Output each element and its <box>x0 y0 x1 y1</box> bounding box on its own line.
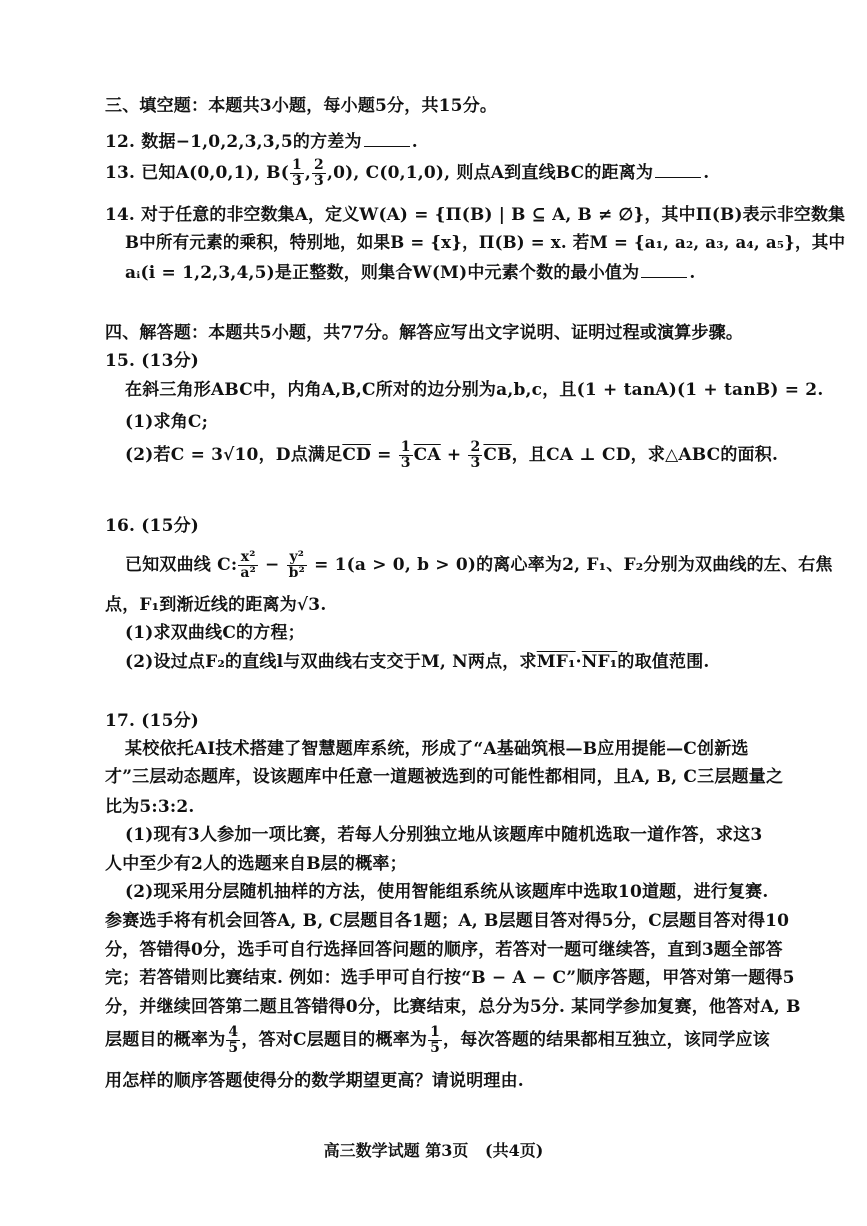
answer-blank <box>641 262 687 278</box>
q17-line-5: 人中至少有2人的选题来自B层的概率； <box>105 854 407 874</box>
q16-label: 16. (15分) <box>105 516 200 536</box>
q13-text-b: ,0), C(0,1,0), 则点A到直线BC的距离为 <box>326 163 654 183</box>
comma: , <box>304 163 312 183</box>
q14-line-2: B中所有元素的乘积，特别地，如果B = {x}，Π(B) = x. 若M = {a₁, a₂, a₃, a₄, a₅}，其中 <box>125 233 846 253</box>
fraction-one-third <box>290 158 304 189</box>
q16-text-end: = 1(a > 0, b > 0)的离心率为2, F₁、F₂分别为双曲线的左、右焦 <box>307 555 833 575</box>
fraction-numerator: 1 <box>430 1024 441 1040</box>
fraction-denominator: 3 <box>400 455 411 471</box>
fraction-y2-b2 <box>287 550 307 581</box>
q16-part-2-end: 的取值范围. <box>617 652 710 672</box>
section3-heading: 三、填空题：本题共3小题，每小题5分，共15分。 <box>105 96 498 116</box>
q16-part-1: (1)求双曲线C的方程； <box>125 623 305 643</box>
page-footer: 高三数学试题 第3页 (共4页) <box>323 1141 544 1160</box>
fraction-numerator: 2 <box>470 439 481 455</box>
q16-line-2: 点，F₁到渐近线的距离为√3. <box>105 595 327 615</box>
vector-cd: $\overline{CD}$ <box>342 445 372 465</box>
q14-line-3 <box>125 262 695 284</box>
q17-line-7: 参赛选手将有机会回答A, B, C层题目各1题；A, B层题目答对得5分，C层题目答对得10 <box>105 911 790 931</box>
q17-line-3: 比为5:3:2. <box>105 797 195 817</box>
fraction-numerator: x² <box>238 550 258 566</box>
question-12 <box>105 131 418 153</box>
q14-line-3-text: aᵢ(i = 1,2,3,4,5)是正整数，则集合W(M)中元素个数的最小值为 <box>125 263 640 283</box>
vector-mf1: MF₁ <box>536 652 576 672</box>
q17-line-10: 分，并继续回答第二题且答错得0分，比赛结束，总分为5分. 某同学参加复赛，他答对A, B <box>105 997 801 1017</box>
fraction-denominator: 3 <box>314 173 324 189</box>
q16-line-1 <box>125 548 833 582</box>
q16-part-2-text: (2)设过点F₂的直线l与双曲线右支交于M, N两点，求 <box>125 652 537 672</box>
dot-product: · <box>575 652 582 672</box>
q16-part-2 <box>125 651 710 673</box>
plus: + <box>440 445 468 465</box>
q17-line-11 <box>105 1023 770 1057</box>
q12-end: . <box>411 132 418 152</box>
q15-part-2-end: ，且CA ⊥ CD，求△ABC的面积. <box>511 445 779 465</box>
fraction-numerator: 1 <box>400 439 411 455</box>
q17-line-12: 用怎样的顺序答题使得分的数学期望更高？请说明理由. <box>105 1071 524 1091</box>
fraction-denominator: b² <box>288 565 305 581</box>
fraction-one-fifth <box>428 1025 442 1056</box>
answer-blank <box>655 162 701 178</box>
fraction-four-fifths <box>226 1025 240 1056</box>
vector-cb: $\overline{CB}$ <box>483 445 512 465</box>
q17-line-11-text: 层题目的概率为 <box>105 1030 226 1050</box>
fraction-denominator: 3 <box>291 173 302 189</box>
q17-line-6: (2)现采用分层随机抽样的方法，使用智能组系统从该题库中选取10道题，进行复赛. <box>125 882 769 902</box>
q17-line-11-mid: ，答对C层题目的概率为 <box>241 1030 428 1050</box>
q17-line-9: 完；若答错则比赛结束. 例如：选手甲可自行按“B − A − C”顺序答题，甲答对第一题得5 <box>105 968 795 988</box>
question-13 <box>105 158 709 189</box>
fraction-numerator: 1 <box>291 157 302 173</box>
fraction-denominator: 3 <box>470 455 481 471</box>
section4-heading: 四、解答题：本题共5小题，共77分。解答应写出文字说明、证明过程或演算步骤。 <box>105 323 744 343</box>
equals: = <box>371 445 398 465</box>
fraction-two-thirds <box>312 158 326 189</box>
q15-part-2-text: (2)若C = 3√10，D点满足 <box>125 445 343 465</box>
q13-end: . <box>703 163 710 183</box>
q17-label: 17. (15分) <box>105 711 200 731</box>
q17-line-1: 某校依托AI技术搭建了智慧题库系统，形成了“A基础筑根—B应用提能—C创新选 <box>125 739 749 759</box>
fraction-numerator: 4 <box>228 1024 239 1040</box>
q15-part-1: (1)求角C; <box>125 412 209 432</box>
q17-line-2: 才”三层动态题库，设该题库中任意一道题被选到的可能性都相同，且A, B, C三层题量之 <box>105 767 784 787</box>
fraction-denominator: 5 <box>228 1040 239 1056</box>
fraction-denominator: a² <box>240 565 256 581</box>
q17-line-4: (1)现有3人参加一项比赛，若每人分别独立地从该题库中随机选取一道作答，求这3 <box>125 825 763 845</box>
q14-line-1: 14. 对于任意的非空数集A，定义W(A) = {Π(B) | B ⊆ A, B ≠ ∅}，其中Π(B)表示非空数集 <box>105 205 846 225</box>
fraction-one-third <box>399 440 413 471</box>
minus: − <box>258 555 286 575</box>
fraction-numerator: 2 <box>314 157 324 173</box>
q15-label: 15. (13分) <box>105 351 200 371</box>
q15-part-2 <box>125 438 778 472</box>
q17-line-11-end: ，每次答题的结果都相互独立，该同学应该 <box>443 1030 770 1050</box>
vector-ca: $\overline{CA}$ <box>413 445 441 465</box>
fraction-x2-a2 <box>238 550 258 581</box>
q17-line-8: 分，答错得0分，选手可自行选择回答问题的顺序，若答对一题可继续答，直到3题全部答 <box>105 940 783 960</box>
fraction-numerator: y² <box>287 550 307 566</box>
q14-end: . <box>689 263 696 283</box>
q16-text: 已知双曲线 C: <box>125 555 238 575</box>
fraction-two-thirds <box>468 440 482 471</box>
answer-blank <box>364 131 410 147</box>
q15-stem: 在斜三角形ABC中，内角A,B,C所对的边分别为a,b,c，且(1 + tanA)(1 + tanB) = 2. <box>125 380 824 400</box>
fraction-denominator: 5 <box>430 1040 441 1056</box>
vector-nf1: NF₁ <box>581 652 618 672</box>
q13-text-a: 13. 已知A(0,0,1), B( <box>105 163 289 183</box>
q12-text: 12. 数据−1,0,2,3,3,5的方差为 <box>105 132 362 152</box>
